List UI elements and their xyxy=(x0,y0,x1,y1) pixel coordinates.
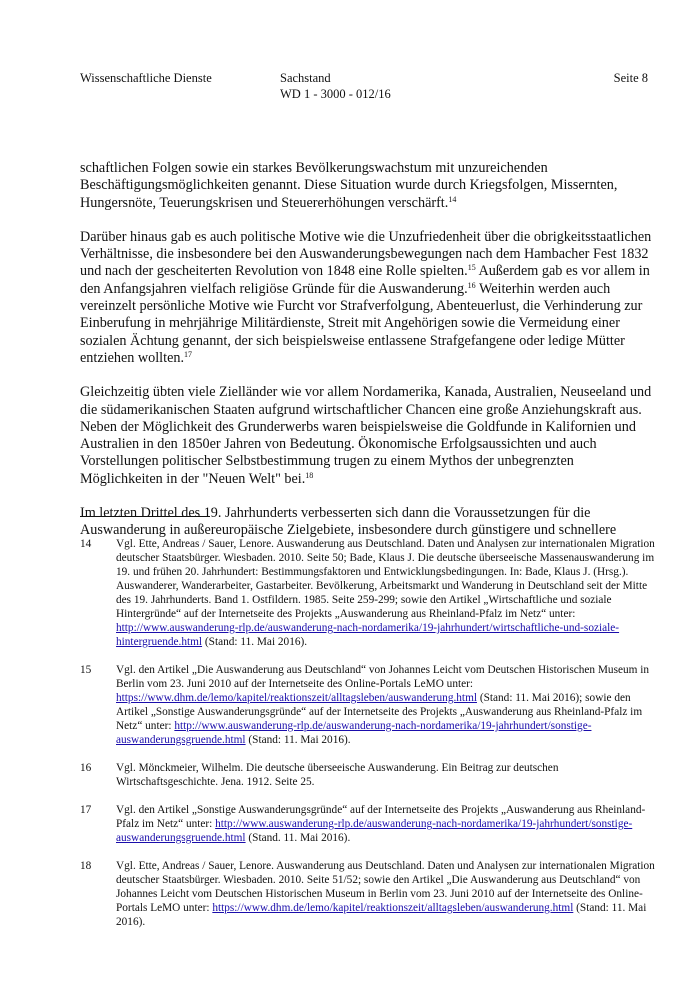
footnote-ref[interactable]: 14 xyxy=(448,194,457,204)
footnote-separator xyxy=(80,516,210,517)
footnote xyxy=(80,537,660,649)
org-name: Wissenschaftliche Dienste xyxy=(80,71,212,85)
page-number: Seite 8 xyxy=(613,71,648,85)
footnote-ref[interactable]: 15 xyxy=(467,263,476,273)
paragraph: Im letzten Drittel des 19. Jahrhunderts verbesserten sich dann die Voraussetzungen für die Auswanderung in außereuropäische Zielgebiete, insbesondere durch günstigere und schnellere xyxy=(80,505,617,539)
footnotes xyxy=(80,537,660,943)
footnote xyxy=(80,859,660,929)
footnote-link[interactable]: https://www.dhm.de/lemo/kapitel/reaktionszeit/alltagsleben/auswanderung.html xyxy=(212,902,574,914)
footnote-ref[interactable]: 17 xyxy=(184,349,193,359)
footnote-link[interactable]: http://www.auswanderung-rlp.de/auswanderung-nach-nordamerika/19-jahrhundert/wirtschaftliche-und-soziale-hintergruende.html xyxy=(116,622,620,648)
paragraph: schaftlichen Folgen sowie ein starkes Bevölkerungswachstum mit unzureichenden Beschäftigungsmöglichkeiten genannt. Diese Situation wurde durch Kriegsfolgen, Missernten, Hungersnöte, Teuerungskrisen und Steuererhöhungen verschärft.$^{14}$ xyxy=(80,160,618,211)
paragraph: Darüber hinaus gab es auch politische Motive wie die Unzufriedenheit über die obrigkeitsstaatlichen Verhältnisse, die insbesondere bei den Auswanderungsbewegungen nach dem Hambacher Fest 1832 und nach der gescheiterten Revolution von 1848 eine Rolle spielten.$^{15}$ Außerdem gab es vor allem in den Anfangsjahren vielfach religiöse Gründe für die Auswanderung.$^{16}$ Weiterhin werden auch vereinzelt persönliche Motive wie Furcht vor Strafverfolgung, Abenteuerlust, die Verhinderung zur Einberufung in mehrjährige Militärdienste, Streit mit Angehörigen sowie die Vermeidung einer sozialen Ächtung genannt, der sich beispielsweise entlassene Strafgefangene oder ledige Mütter entziehen wollten.$^{17}$ xyxy=(80,228,652,366)
document-info xyxy=(280,70,391,102)
footnote-text: Vgl. Mönckmeier, Wilhelm. Die deutsche überseeische Auswanderung. Ein Beitrag zur deutschen Wirtschaftsgeschichte. Jena. 1912. Seite 25. xyxy=(116,762,559,788)
footnote-number: 15 xyxy=(80,664,92,676)
footnote xyxy=(80,803,660,845)
footnote xyxy=(80,663,660,747)
document-id: WD 1 - 3000 - 012/16 xyxy=(280,87,391,101)
footnote-link[interactable]: https://www.dhm.de/lemo/kapitel/reaktionszeit/alltagsleben/auswanderung.html xyxy=(116,692,477,704)
paragraph: Gleichzeitig übten viele Zielländer wie vor allem Nordamerika, Kanada, Australien, Neuseeland und die südamerikanischen Staaten aufgrund wirtschaftlicher Chancen eine große Anziehungskraft aus. Neben der Möglichkeit des Grunderwerbs waren beispielsweise die Goldfunde in Kalifornien und Australien in den 1850er Jahren von Bedeutung. Ökonomische Erfolgsaussichten und auch Vorstellungen politischer Selbstbestimmung trugen zu einem Mythos der unbegrenzten Möglichkeiten in der "Neuen Welt" bei.$^{18}$ xyxy=(80,384,652,487)
footnote-number: 14 xyxy=(80,538,92,550)
document-type: Sachstand xyxy=(280,71,331,85)
footnote-number: 18 xyxy=(80,860,92,872)
page-header xyxy=(80,70,648,110)
footnote-link[interactable]: http://www.auswanderung-rlp.de/auswanderung-nach-nordamerika/19-jahrhundert/sonstige-auswanderungsgruende.html xyxy=(116,720,592,746)
footnote-link[interactable]: http://www.auswanderung-rlp.de/auswanderung-nach-nordamerika/19-jahrhundert/sonstige-auswanderungsgruende.html xyxy=(116,818,633,844)
footnote-text: Vgl. den Artikel „Sonstige Auswanderungsgründe“ auf der Internetseite des Projekts „Auswanderung aus Rheinland-Pfalz im Netz“ unter: http://www.auswanderung-rlp.de/auswanderung-nach-nordamerika/19-jahrhundert/sonstige-auswanderungsgruende.html (Stand. 11. Mai 2016). xyxy=(116,804,646,844)
footnote-ref[interactable]: 16 xyxy=(467,280,476,290)
footnote-text: Vgl. Ette, Andreas / Sauer, Lenore. Auswanderung aus Deutschland. Daten und Analysen zur internationalen Migration deutscher Staatsbürger. Wiesbaden. 2010. Seite 50; Bade, Klaus J. Die deutsche überseeische Massenauswanderung im 19. und frühen 20. Jahrhundert: Bestimmungsfaktoren und Entwicklungsbedingungen. In: Bade, Klaus J. (Hrsg.). Auswanderer, Wanderarbeiter, Gastarbeiter. Bevölkerung, Arbeitsmarkt und Wanderung in Deutschland seit der Mitte des 19. Jahrhunderts. Band 1. Ostfildern. 1985. Seite 259-299; sowie den Artikel „Wirtschaftliche und soziale Hintergründe“ auf der Internetseite des Projekts „Auswanderung aus Rheinland-Pfalz im Netz“ unter: http://www.auswanderung-rlp.de/auswanderung-nach-nordamerika/19-jahrhundert/wirtschaftliche-und-soziale-hintergruende.html (Stand: 11. Mai 2016). xyxy=(116,538,655,648)
footnote-number: 17 xyxy=(80,804,92,816)
footnote-text: Vgl. den Artikel „Die Auswanderung aus Deutschland“ von Johannes Leicht vom Deutschen Historischen Museum in Berlin vom 23. Juni 2010 auf der Internetseite des Online-Portals LeMO unter: https://www.dhm.de/lemo/kapitel/reaktionszeit/alltagsleben/auswanderung.html (Stand: 11. Mai 2016); sowie den Artikel „Sonstige Auswanderungsgründe“ auf der Internetseite des Projekts „Auswanderung aus Rheinland-Pfalz im Netz“ unter: http://www.auswanderung-rlp.de/auswanderung-nach-nordamerika/19-jahrhundert/sonstige-auswanderungsgruende.html (Stand: 11. Mai 2016). xyxy=(116,664,650,746)
footnote-number: 16 xyxy=(80,762,92,774)
body-text xyxy=(80,160,660,557)
footnote xyxy=(80,761,660,789)
footnote-text: Vgl. Ette, Andreas / Sauer, Lenore. Auswanderung aus Deutschland. Daten und Analysen zur internationalen Migration deutscher Staatsbürger. Wiesbaden. 2010. Seite 51/52; sowie den Artikel „Die Auswanderung aus Deutschland“ von Johannes Leicht vom Deutschen Historischen Museum in Berlin vom 23. Juni 2010 auf der Internetseite des Online-Portals LeMO unter: https://www.dhm.de/lemo/kapitel/reaktionszeit/alltagsleben/auswanderung.html (Stand: 11. Mai 2016). xyxy=(116,860,655,928)
footnote-ref[interactable]: 18 xyxy=(305,470,314,480)
